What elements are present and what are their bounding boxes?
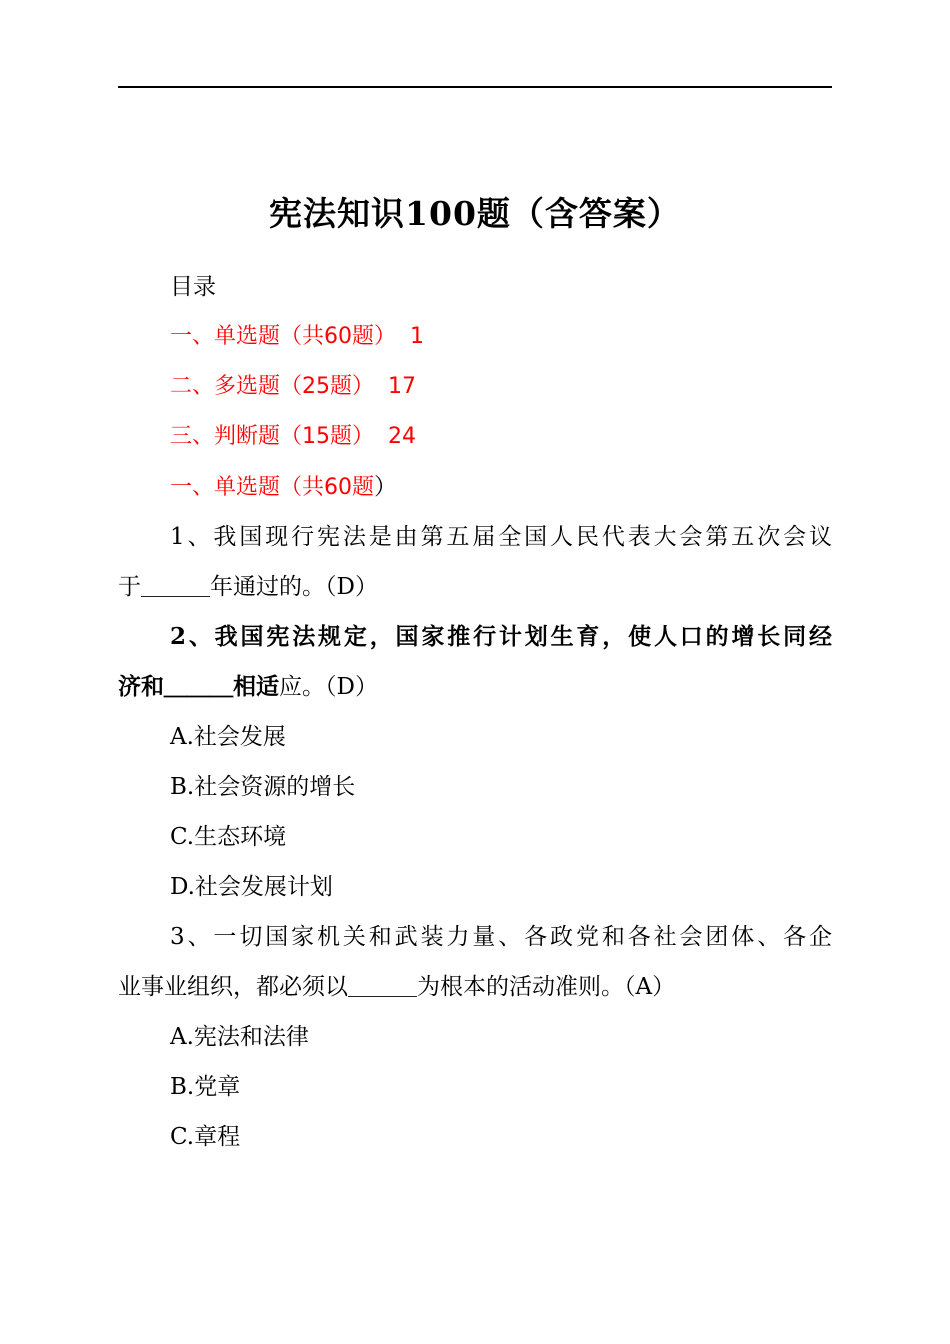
question-2-line-2 [118,672,378,702]
toc-item-label: 一、单选题（共60题） [170,324,396,349]
question-3-line-2: 业事业组织，都必须以＿＿＿为根本的活动准则。（A） [118,974,676,1000]
toc-item-page: 24 [388,424,416,449]
section-heading [170,472,397,503]
question-2-option-d: D.社会发展计划 [170,874,333,900]
document-title: 宪法知识100题（含答案） [269,194,681,233]
toc-item-page: 1 [410,324,424,349]
question-2-line-2-bold: 济和＿＿＿相适 [118,673,279,700]
section-heading-tail: ） [374,474,397,500]
question-2-option-b: B.社会资源的增长 [170,774,356,800]
question-3-option-c: C.章程 [170,1124,241,1150]
toc-item-label: 二、多选题（25题） [170,374,374,399]
toc-item-page: 17 [388,374,416,399]
section-heading-label: 一、单选题（共60题 [170,475,374,500]
question-3-option-b: B.党章 [170,1074,241,1100]
toc-item-single-choice[interactable] [170,322,424,352]
question-3-option-a: A.宪法和法律 [170,1024,309,1050]
toc-item-label: 三、判断题（15题） [170,424,374,449]
question-2-option-c: C.生态环境 [170,824,287,850]
question-2-option-a: A.社会发展 [170,724,286,750]
question-2-line-1: 2、我国宪法规定，国家推行计划生育，使人口的增长同经 [170,623,832,650]
header-rule [118,86,832,88]
question-2-line-2-tail: 应。（D） [279,674,378,700]
question-1-line-1: 1、我国现行宪法是由第五届全国人民代表大会第五次会议 [170,524,832,550]
toc-item-multiple-choice[interactable] [170,372,416,402]
toc-heading: 目录 [170,274,216,300]
toc-item-true-false[interactable] [170,422,416,452]
question-1-line-2: 于＿＿＿年通过的。（D） [118,574,378,600]
question-3-line-1: 3、一切国家机关和武装力量、各政党和各社会团体、各企 [170,924,832,950]
